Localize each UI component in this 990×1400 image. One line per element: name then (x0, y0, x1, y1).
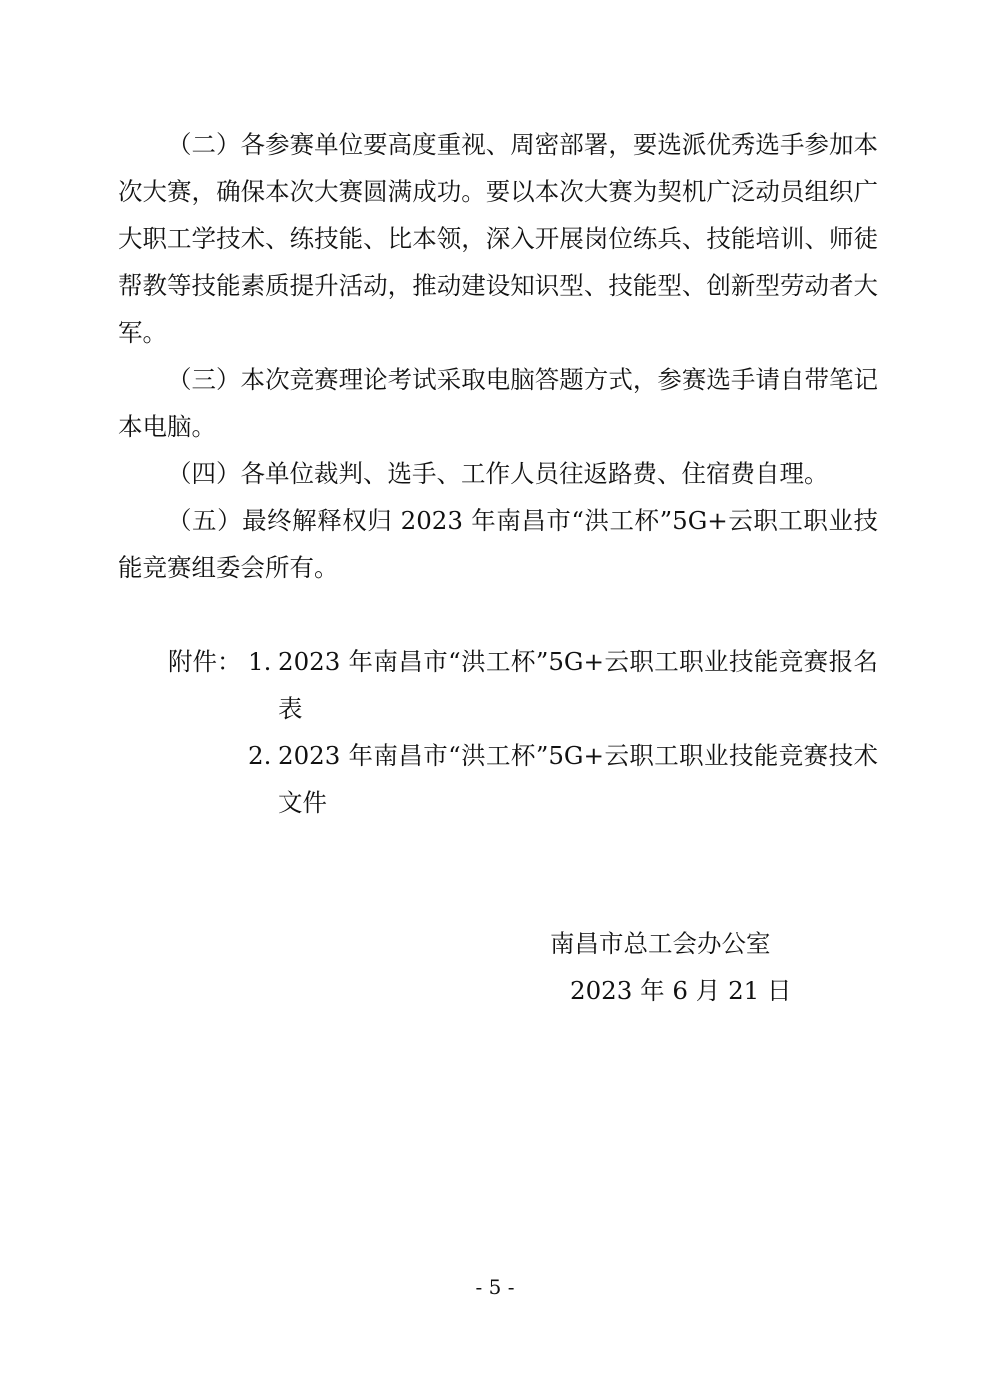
paragraph-item-2: （二）各参赛单位要高度重视、周密部署，要选派优秀选手参加本次大赛，确保本次大赛圆满成功。要以本次大赛为契机广泛动员组织广大职工学技术、练技能、比本领，深入开展岗位练兵、技能培训、师徒帮教等技能素质提升活动，推动建设知识型、技能型、创新型劳动者大军。 (118, 130, 878, 347)
attachment-item-2 (248, 732, 878, 826)
paragraph-item-3: （三）本次竞赛理论考试采取电脑答题方式，参赛选手请自带笔记本电脑。 (118, 365, 878, 441)
attachments-label: 附件： (168, 647, 242, 676)
paragraph-item-5: （五）最终解释权归 2023 年南昌市“洪工杯”5G+云职工职业技能竞赛组委会所有。 (118, 506, 878, 582)
attachment-title: 2023 年南昌市“洪工杯”5G+云职工职业技能竞赛技术文件 (278, 741, 878, 817)
attachment-number: 1. (248, 647, 272, 676)
signature-date: 2023 年 6 月 21 日 (570, 976, 792, 1005)
paragraph-item-4: （四）各单位裁判、选手、工作人员往返路费、住宿费自理。 (167, 459, 829, 488)
page-number: - 5 - (475, 1275, 515, 1299)
attachment-number: 2. (248, 741, 272, 770)
attachment-item-1 (248, 638, 878, 732)
attachment-title: 2023 年南昌市“洪工杯”5G+云职工职业技能竞赛报名表 (278, 647, 878, 723)
signature-organization: 南昌市总工会办公室 (550, 929, 771, 958)
